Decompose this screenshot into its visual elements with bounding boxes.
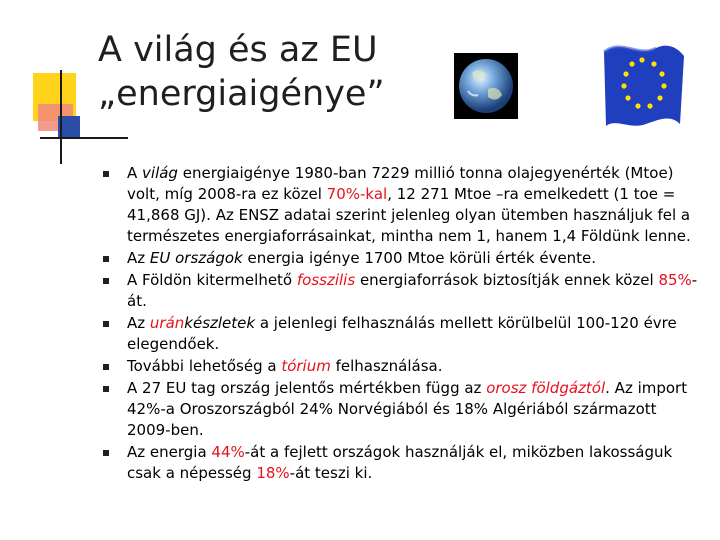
slide-title [98, 28, 385, 116]
bullet-text-segment: 70%-kal [326, 185, 388, 203]
bullet-text-segment: a jelenlegi felhasználás mellett körülbelül 100-120 évre elegendőek. [127, 314, 677, 353]
bullet-text-segment: fosszilis [296, 271, 356, 289]
bullet-text-segment: tórium [281, 357, 331, 375]
bullet-item [103, 248, 703, 269]
title-line-1: A világ és az EU [98, 30, 378, 70]
bullet-text-segment: felhasználása. [330, 357, 443, 375]
bullet-text-segment: . Az import 42%-a Oroszországból 24% Norvégiából és 18% Algériából származott 2009-ben. [127, 379, 688, 439]
bullet-marker-icon [103, 256, 109, 262]
bullet-item [103, 356, 703, 377]
earth-globe-icon [454, 53, 518, 119]
bullet-text-segment: energia igénye 1700 Mtoe körüli érték évente. [242, 249, 597, 267]
bullet-text-segment: Az [127, 249, 150, 267]
bullet-marker-icon [103, 278, 109, 284]
bullet-text-segment: Az energia [127, 443, 212, 461]
bullet-text-segment: Az [127, 314, 150, 332]
bullet-marker-icon [103, 171, 109, 177]
bullet-text-segment: urán [149, 314, 185, 332]
bullet-text-segment: energiaforrások biztosítják ennek közel [355, 271, 659, 289]
bullet-text-segment: A 27 EU tag ország jelentős mértékben függ az [127, 379, 487, 397]
bullet-marker-icon [103, 450, 109, 456]
bullet-marker-icon [103, 386, 109, 392]
bullet-text-segment: -át. [127, 271, 698, 310]
bullet-text-segment: A Földön kitermelhető [127, 271, 297, 289]
bullet-item [103, 442, 703, 484]
bullet-text-segment: További lehetőség a [127, 357, 282, 375]
bullet-text-segment: A [127, 164, 143, 182]
decor-horizontal-line [40, 137, 128, 139]
bullet-item [103, 270, 703, 312]
bullet-text-segment: 44% [211, 443, 245, 461]
bullet-marker-icon [103, 364, 109, 370]
bullet-text-segment: EU országok [149, 249, 243, 267]
bullet-item [103, 378, 703, 441]
bullet-list [103, 163, 703, 485]
bullet-text-segment: készletek [184, 314, 256, 332]
bullet-text-segment: -át teszi ki. [289, 464, 373, 482]
bullet-item [103, 313, 703, 355]
bullet-text-segment: 18% [256, 464, 290, 482]
bullet-text-segment: 85% [658, 271, 692, 289]
decor-vertical-line [60, 70, 62, 164]
bullet-item [103, 163, 703, 247]
bullet-text-segment: energiaigénye 1980-ban 7229 millió tonna olajegyenérték (Mtoe) volt, míg 2008-ra ez közel [127, 164, 674, 203]
eu-flag-icon [598, 28, 688, 138]
bullet-text-segment: világ [142, 164, 178, 182]
bullet-text-segment: -át a fejlett országok használják el, miközben lakosságuk csak a népesség [127, 443, 673, 482]
bullet-marker-icon [103, 321, 109, 327]
bullet-text-segment: , 12 271 Mtoe –ra emelkedett (1 toe = 41,868 GJ). Az ENSZ adatai szerint jelenleg olyan ütemben használjuk fel a természetes energiaforrásainkat, mintha nem 1, hanem 1,4 Földünk lenne. [127, 185, 691, 245]
bullet-text-segment: orosz földgáztól [486, 379, 606, 397]
title-line-2: „energiaigénye” [98, 74, 385, 114]
